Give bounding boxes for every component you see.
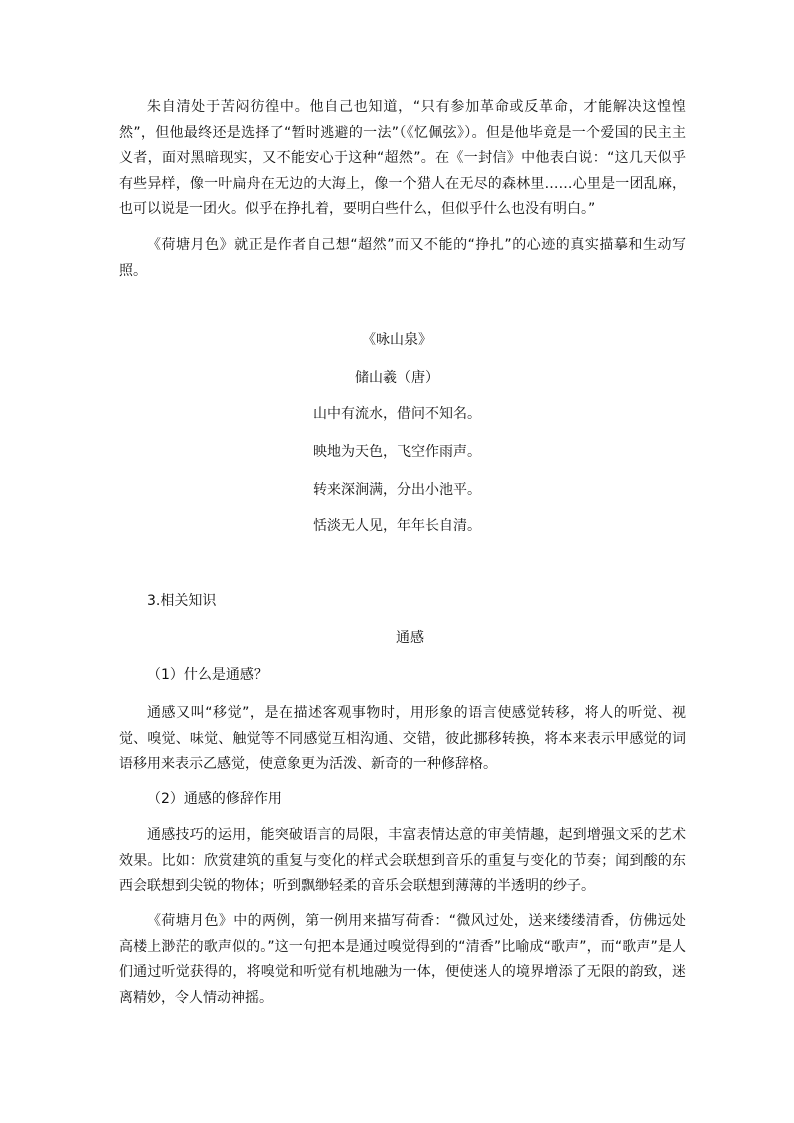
effect-paragraph: 通感技巧的运用，能突破语言的局限，丰富表情达意的审美情趣，起到增强文采的艺术效果。比如：欣赏建筑的重复与变化的样式会联想到音乐的重复与变化的节奏；闻到酸的东西会联想到尖锐的物体；听到飘缈轻柔的音乐会联想到薄薄的半透明的纱子。 <box>119 827 686 894</box>
intro-paragraph-1: 朱自清处于苦闷彷徨中。他自己也知道，“只有参加革命或反革命，才能解决这惶惶然”，但他最终还是选择了“暂时逃避的一法”（《忆佩弦》）。但是他毕竟是一个爱国的民主主义者，面对黑暗现实，又不能安心于这种“超然”。在《一封信》中他表白说：“这几天似乎有些异样，像一叶扁舟在无边的大海上，像一个猎人在无尽的森林里……心里是一团乱麻，也可以说是一团火。似乎在挣扎着，要明白些什么，但似乎什么也没有明白。” <box>119 99 686 217</box>
example-paragraph: 《荷塘月色》中的两例，第一例用来描写荷香：“微风过处，送来缕缕清香，仿佛远处高楼上渺茫的歌声似的。”这一句把本是通过嗅觉得到的“清香”比喻成“歌声”，而“歌声”是人们通过听觉获得的，将嗅觉和听觉有机地融为一体，便使迷人的境界增添了无限的韵致，迷离精妙，令人情动神摇。 <box>119 913 686 1006</box>
poem-author: 储山羲（唐） <box>355 370 439 386</box>
question-2: （2）通感的修辞作用 <box>147 791 282 807</box>
poem-line: 转来深涧满，分出小池平。 <box>313 482 481 498</box>
poem-line: 山中有流水，借问不知名。 <box>313 406 481 422</box>
poem-line: 映地为天色，飞空作雨声。 <box>313 444 481 460</box>
section-title: 通感 <box>396 630 424 646</box>
definition-paragraph: 通感又叫“移觉”，是在描述客观事物时，用形象的语言使感觉转移，将人的听觉、视觉、嗅觉、味觉、触觉等不同感觉互相沟通、交错，彼此挪移转换，将本来表示甲感觉的词语移用来表示乙感觉，使意象更为活泼、新奇的一种修辞格。 <box>119 705 686 772</box>
poem-title: 《咏山泉》 <box>362 332 432 348</box>
poem-line: 恬淡无人见，年年长自清。 <box>313 518 481 534</box>
section-heading: 3.相关知识 <box>147 593 217 609</box>
intro-paragraph-2: 《荷塘月色》就正是作者自己想“超然”而又不能的“挣扎”的心迹的真实描摹和生动写照。 <box>119 237 686 279</box>
question-1: （1）什么是通感？ <box>147 667 268 683</box>
